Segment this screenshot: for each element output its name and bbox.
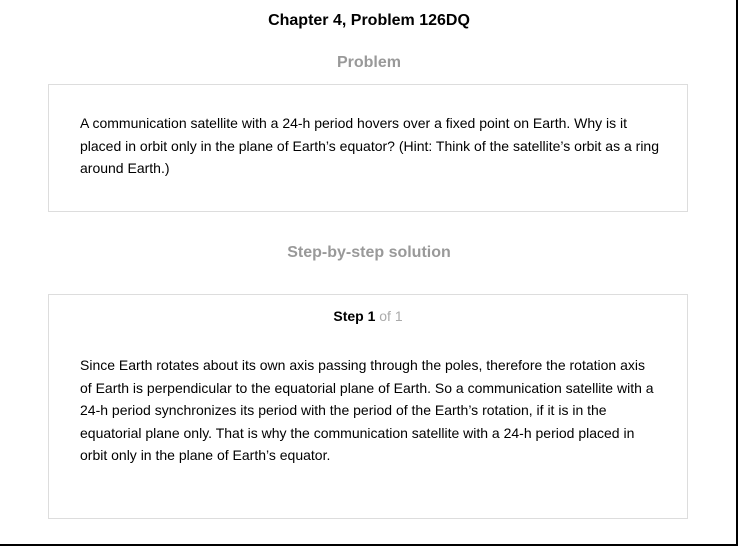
- problem-card: [48, 84, 688, 212]
- solution-text: Since Earth rotates about its own axis passing through the poles, therefore the rotation axis of Earth is perpendicular to the equatorial plane of Earth. So a communication satellite with a 24-h period synchronizes its period with the period of the Earth’s rotation, if it is in the equatorial plane only. That is why the communication satellite with a 24-h period placed in orbit only in the plane of Earth’s equator.: [80, 357, 654, 463]
- problem-text: A communication satellite with a 24-h period hovers over a fixed point on Earth. Why is it placed in orbit only in the plane of Earth’s equator? (Hint: Think of the satellite’s orbit as a ring around Earth.): [80, 115, 660, 176]
- solution-heading: Step-by-step solution: [287, 244, 451, 261]
- step-indicator: [49, 308, 687, 324]
- page-title: Chapter 4, Problem 126DQ: [268, 12, 470, 29]
- problem-heading: Problem: [336, 54, 401, 71]
- step-number: Step 1: [333, 308, 376, 324]
- step-total: of 1: [379, 308, 403, 324]
- solution-card: [48, 294, 688, 519]
